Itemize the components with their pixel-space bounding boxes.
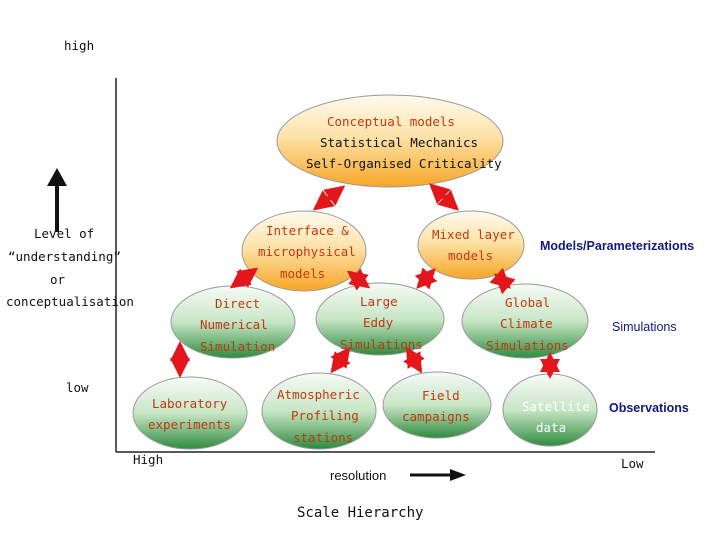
y-axis-low-label: low bbox=[66, 380, 89, 395]
understanding-line-2: “understanding” bbox=[8, 249, 121, 264]
arrow-interface-dns bbox=[233, 270, 255, 286]
understanding-line-4: conceptualisation bbox=[6, 294, 134, 309]
x-axis-resolution-label: resolution bbox=[330, 468, 387, 483]
conceptual-line-3: Self-Organised Criticality bbox=[306, 156, 502, 171]
lab-line-2: experiments bbox=[148, 417, 231, 432]
models-row-label: Models/Parameterizations bbox=[540, 239, 695, 253]
interface-line-1: Interface & bbox=[266, 223, 349, 238]
field-ellipse bbox=[383, 372, 491, 438]
conceptual-line-1: Conceptual models bbox=[327, 114, 455, 129]
interface-line-2: microphysical bbox=[258, 244, 356, 259]
profiling-line-1: Atmospheric bbox=[277, 387, 360, 402]
arrow-conceptual-mixed bbox=[432, 186, 456, 208]
understanding-arrow-head bbox=[47, 168, 67, 186]
les-line-1: Large bbox=[360, 294, 398, 309]
satellite-line-2: data bbox=[536, 420, 567, 435]
les-line-3: Simulations bbox=[340, 337, 423, 352]
y-axis-high-label: high bbox=[64, 38, 95, 53]
profiling-line-2: Profiling bbox=[291, 408, 359, 423]
x-axis-low-label: Low bbox=[621, 456, 644, 471]
arrow-les-profiling bbox=[333, 350, 348, 370]
gcm-line-2: Climate bbox=[500, 316, 553, 331]
dns-line-1: Direct bbox=[215, 296, 261, 311]
diagram-caption: Scale Hierarchy bbox=[297, 505, 424, 521]
conceptual-line-2: Statistical Mechanics bbox=[320, 135, 479, 150]
dns-line-2: Numerical bbox=[200, 317, 268, 332]
arrow-les-field bbox=[408, 350, 420, 370]
interface-line-3: models bbox=[280, 266, 326, 281]
arrow-conceptual-interface bbox=[316, 188, 342, 208]
arrow-mixed-gcm bbox=[497, 276, 508, 286]
lab-line-1: Laboratory bbox=[152, 396, 228, 411]
lab-ellipse bbox=[133, 377, 247, 449]
satellite-line-1: Satellite bbox=[522, 399, 590, 414]
profiling-line-3: stations bbox=[293, 430, 354, 445]
simulations-row-label: Simulations bbox=[612, 320, 677, 334]
resolution-arrow-head bbox=[450, 469, 466, 481]
field-line-1: Field bbox=[422, 388, 460, 403]
observations-row-label: Observations bbox=[609, 401, 689, 415]
x-axis-high-label: High bbox=[133, 452, 164, 467]
arrow-mixed-les bbox=[419, 271, 433, 286]
understanding-line-1: Level of bbox=[34, 226, 95, 241]
dns-line-3: Simulation bbox=[200, 339, 276, 354]
field-line-2: campaigns bbox=[402, 409, 470, 424]
gcm-line-3: Simulations bbox=[486, 338, 569, 353]
mixed-line-2: models bbox=[448, 248, 494, 263]
gcm-line-1: Global bbox=[505, 295, 551, 310]
mixed-line-1: Mixed layer bbox=[432, 227, 515, 242]
understanding-line-3: or bbox=[50, 272, 66, 287]
arrow-interface-les bbox=[350, 273, 367, 286]
mixed-layer-ellipse bbox=[418, 211, 524, 279]
les-line-2: Eddy bbox=[363, 315, 394, 330]
